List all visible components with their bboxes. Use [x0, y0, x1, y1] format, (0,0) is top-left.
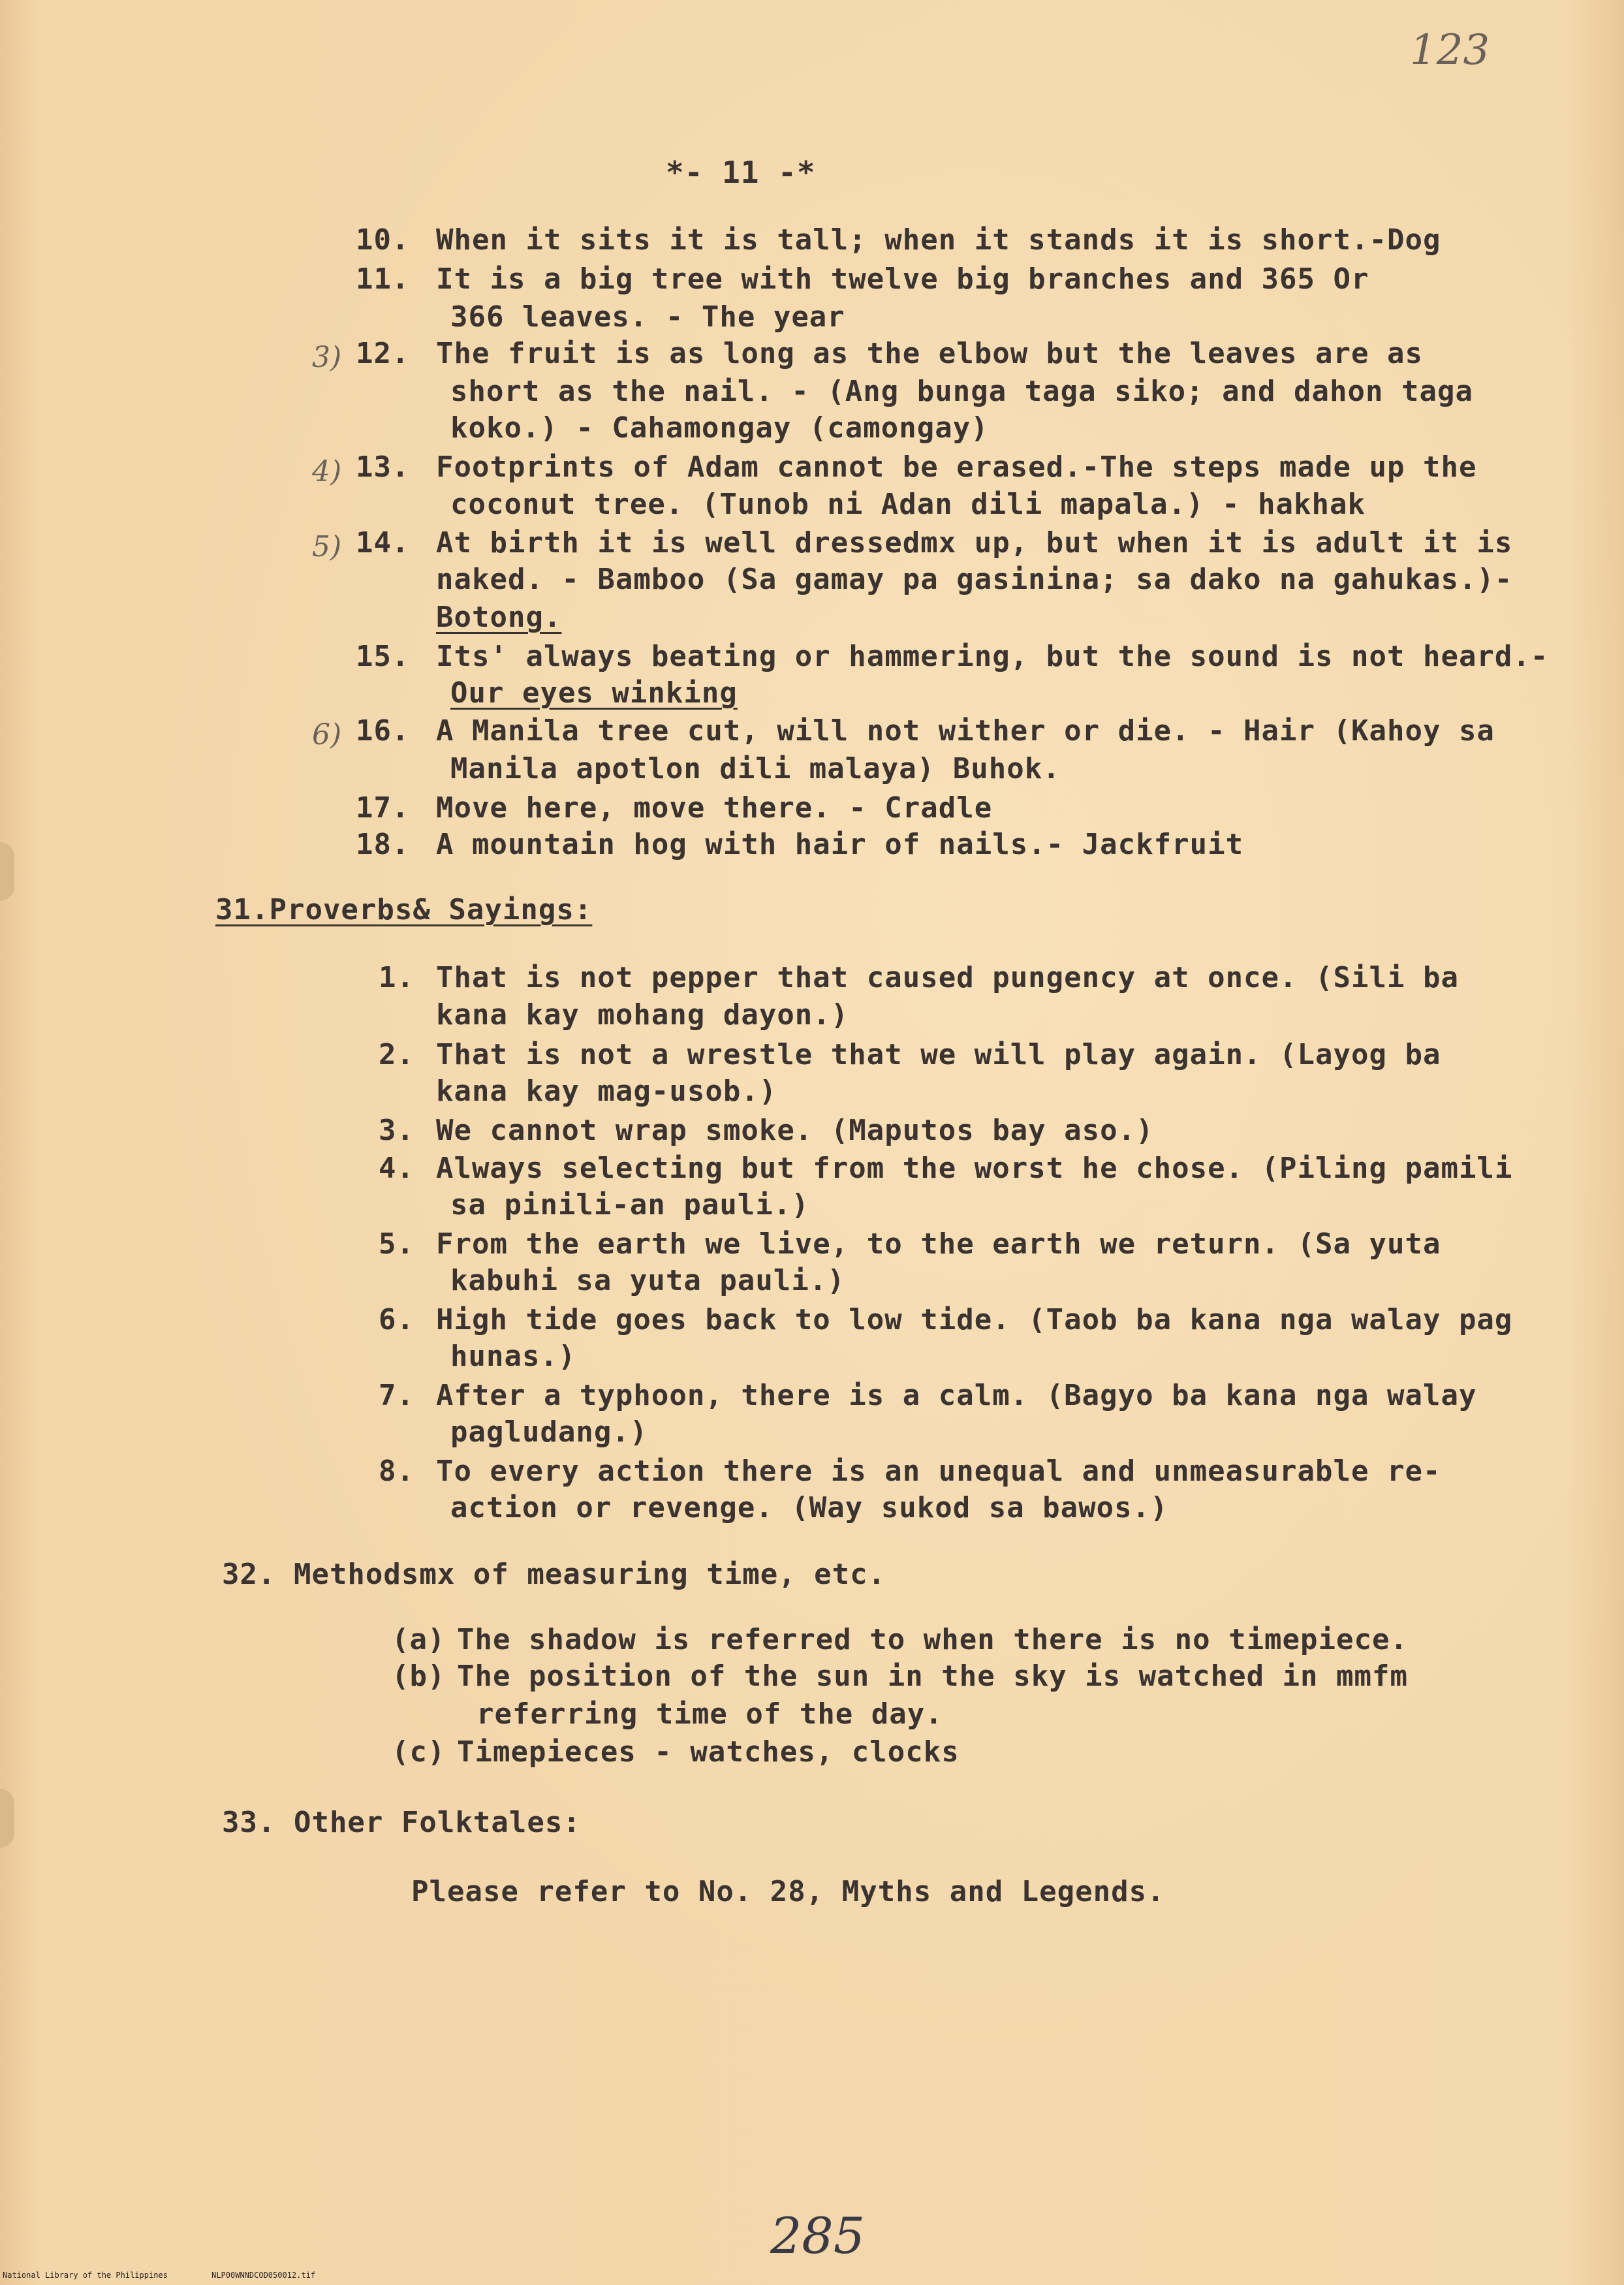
riddle-16-line: Manila apotlon dili malaya) Buhok.	[450, 752, 1061, 785]
proverb-8-line: action or revenge. (Way sukod sa bawos.)	[450, 1491, 1168, 1524]
handwritten-page-number: 285	[770, 2207, 866, 2265]
corner-page-mark: 123	[1410, 26, 1490, 74]
riddle-13-line: coconut tree. (Tunob ni Adan dili mapala.) - hakhak	[450, 488, 1366, 521]
section-33-heading: 33. Other Folktales:	[222, 1806, 581, 1839]
riddle-11-number: 11.	[356, 262, 410, 296]
time-method-a-label: (a)	[392, 1623, 446, 1656]
proverb-3-number: 3.	[379, 1114, 414, 1147]
proverb-5-number: 5.	[379, 1227, 414, 1261]
riddle-11-line: It is a big tree with twelve big branches and 365 Or	[436, 262, 1369, 296]
riddle-16-line: A Manila tree cut, will not wither or die. - Hair (Kahoy sa	[436, 714, 1495, 748]
riddle-13-margin-note: 4)	[312, 455, 342, 488]
riddle-10-line: When it sits it is tall; when it stands it is short.-Dog	[436, 223, 1441, 257]
proverb-8-number: 8.	[379, 1455, 414, 1488]
binding-hole	[0, 1789, 14, 1848]
proverb-2-line: kana kay mag-usob.)	[436, 1075, 777, 1108]
riddle-13-line: Footprints of Adam cannot be erased.-The steps made up the	[436, 450, 1477, 484]
riddle-15-line: Our eyes winking	[450, 676, 738, 710]
proverb-1-line: That is not pepper that caused pungency at once. (Sili ba	[436, 961, 1459, 994]
proverb-6-line: High tide goes back to low tide. (Taob ba kana nga walay pag	[436, 1303, 1513, 1336]
proverb-5-line: From the earth we live, to the earth we return. (Sa yuta	[436, 1227, 1441, 1261]
time-method-b-label: (b)	[392, 1660, 446, 1693]
riddle-14-line: Botong.	[436, 601, 562, 634]
riddle-14-margin-note: 5)	[312, 530, 342, 563]
proverb-6-number: 6.	[379, 1303, 414, 1336]
footer-file: NLP00WNNDCOD050012.tif	[211, 2271, 316, 2280]
section-33-body: Please refer to No. 28, Myths and Legends.	[411, 1875, 1165, 1908]
riddle-17-line: Move here, move there. - Cradle	[436, 791, 993, 825]
proverb-4-line: Always selecting but from the worst he chose. (Piling pamili	[436, 1152, 1513, 1185]
footer-library: National Library of the Philippines	[3, 2271, 168, 2280]
proverb-2-line: That is not a wrestle that we will play again. (Layog ba	[436, 1038, 1441, 1071]
riddle-14-number: 14.	[356, 526, 410, 559]
proverb-3-line: We cannot wrap smoke. (Maputos bay aso.)	[436, 1114, 1154, 1147]
section-31-heading: 31.Proverbs& Sayings:	[215, 893, 593, 926]
proverb-7-line: After a typhoon, there is a calm. (Bagyo ba kana nga walay	[436, 1379, 1477, 1412]
riddle-16-number: 16.	[356, 714, 410, 748]
riddle-12-number: 12.	[356, 337, 410, 370]
riddle-18-line: A mountain hog with hair of nails.- Jackfruit	[436, 828, 1244, 861]
riddle-12-line: short as the nail. - (Ang bunga taga siko; and dahon taga	[450, 375, 1473, 408]
riddle-16-margin-note: 6)	[312, 718, 342, 751]
proverb-1-line: kana kay mohang dayon.)	[436, 998, 849, 1032]
page-header: *- 11 -*	[666, 155, 816, 190]
riddle-14-line: At birth it is well dressedmx up, but when it is adult it is	[436, 526, 1513, 559]
proverb-1-number: 1.	[379, 961, 414, 994]
riddle-17-number: 17.	[356, 791, 410, 825]
riddle-18-number: 18.	[356, 828, 410, 861]
riddle-13-number: 13.	[356, 450, 410, 484]
riddle-12-line: The fruit is as long as the elbow but the leaves are as	[436, 337, 1423, 370]
riddle-12-line: koko.) - Cahamongay (camongay)	[450, 411, 989, 445]
time-method-a-line: The shadow is referred to when there is no timepiece.	[457, 1623, 1408, 1656]
riddle-10-number: 10.	[356, 223, 410, 257]
riddle-15-line: Its' always beating or hammering, but the sound is not heard.-	[436, 640, 1549, 673]
riddle-15-number: 15.	[356, 640, 410, 673]
time-method-b-line: referring time of the day.	[476, 1697, 943, 1731]
proverb-5-line: kabuhi sa yuta pauli.)	[450, 1264, 845, 1297]
proverb-7-number: 7.	[379, 1379, 414, 1412]
proverb-7-line: pagludang.)	[450, 1415, 648, 1449]
proverb-4-number: 4.	[379, 1152, 414, 1185]
proverb-2-number: 2.	[379, 1038, 414, 1071]
time-method-c-line: Timepieces - watches, clocks	[457, 1735, 960, 1769]
proverb-4-line: sa pinili-an pauli.)	[450, 1188, 809, 1221]
time-method-b-line: The position of the sun in the sky is watched in mmfm	[457, 1660, 1408, 1693]
section-32-heading: 32. Methodsmx of measuring time, etc.	[222, 1558, 886, 1591]
riddle-11-line: 366 leaves. - The year	[450, 300, 845, 334]
binding-hole	[0, 842, 14, 901]
proverb-6-line: hunas.)	[450, 1340, 576, 1373]
riddle-14-line: naked. - Bamboo (Sa gamay pa gasinina; sa dako na gahukas.)-	[436, 563, 1513, 596]
proverb-8-line: To every action there is an unequal and unmeasurable re-	[436, 1455, 1441, 1488]
time-method-c-label: (c)	[392, 1735, 446, 1769]
scan-footer	[3, 2271, 354, 2280]
riddle-12-margin-note: 3)	[312, 341, 342, 374]
